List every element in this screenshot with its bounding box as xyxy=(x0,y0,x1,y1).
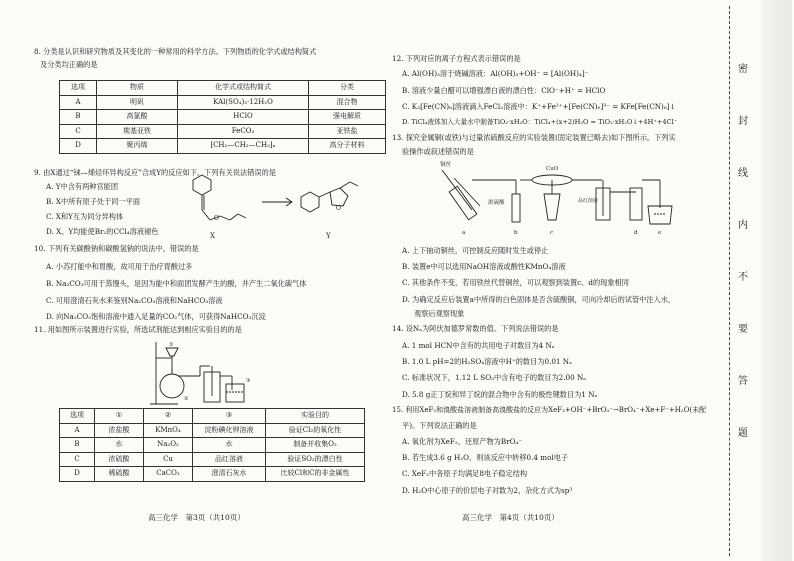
seal-dashed-line xyxy=(729,6,730,556)
q14-stem: 14. 设Nₐ为阿伏加德罗常数的值。下列说法错误的是 xyxy=(392,324,559,333)
table-header-cell: ② xyxy=(144,409,193,424)
seal-char: 要 xyxy=(738,324,748,335)
table-cell: Cu xyxy=(144,452,193,467)
seal-char: 不 xyxy=(738,272,748,283)
q14-option-c: C. 标准状况下，1.12 L SO₃中含有电子的数目为2.00 Nₐ xyxy=(402,373,587,382)
table-header-cell: ① xyxy=(95,409,144,424)
page-edge xyxy=(762,0,792,561)
table-cell: CaCO₃ xyxy=(144,467,193,482)
fig-label-c: c xyxy=(550,230,554,236)
fig-label-a: a xyxy=(462,230,466,236)
table-cell: D xyxy=(60,467,95,482)
q8-stem-line2: 及分类均正确的是 xyxy=(40,60,98,69)
q15-stem-line2: 平)。下列说法正确的是 xyxy=(402,421,477,430)
table-row xyxy=(60,124,386,139)
table-cell: 混合物 xyxy=(309,95,386,110)
seal-char: 内 xyxy=(738,220,748,231)
table-cell: ⁅CH₂—CH₂—CH₂⁆ₙ xyxy=(178,139,309,154)
table-row xyxy=(60,452,365,467)
table-header-row xyxy=(60,409,365,424)
footer-left: 高三化学 第3页（共10页） xyxy=(148,513,245,522)
table-row xyxy=(60,438,365,453)
fig-label-pinhong: 品红溶液 xyxy=(578,198,599,204)
fig-label-d: d xyxy=(634,230,638,236)
table-cell: FeCO₃ xyxy=(178,124,309,139)
seal-char: 答 xyxy=(738,376,748,387)
q13-option-a: A. 上下抽动铜丝，可控制反应随时发生或停止 xyxy=(402,246,549,255)
table-cell: 水 xyxy=(95,438,144,453)
table-header-cell: 分类 xyxy=(309,81,386,96)
table-cell: C xyxy=(60,124,97,139)
right-page xyxy=(392,0,730,561)
table-cell: KMnO₄ xyxy=(144,423,193,438)
table-cell: 稀硫酸 xyxy=(95,467,144,482)
q15-stem-line1: 15. 利用XeF₂和溴酸盐溶液制备高溴酸盐的反应为XeF₂+OH⁻+BrO₃⁻→BrO₄⁻+Xe+F⁻+H₂O(未配 xyxy=(392,406,707,414)
q10-option-a: A. 小苏打能中和胃酸，故可用于治疗胃酸过多 xyxy=(46,262,193,271)
table-cell: Na₂O₂ xyxy=(144,438,193,453)
q12-option-d: D. TiCl₄液体加入大量水中制备TiO₂·xH₂O：TiCl₄+(x+2)H₂O = TiO₂·xH₂O↓+4H⁺+4Cl⁻ xyxy=(402,118,678,126)
q12-option-a: A. Al(OH)₃溶于烧碱溶液：Al(OH)₃+OH⁻ = [Al(OH)₄]⁻ xyxy=(402,69,589,78)
seal-char: 封 xyxy=(738,116,748,127)
q15-option-c: C. XeF₂中各原子均满足8电子稳定结构 xyxy=(402,469,528,478)
q11-apparatus-figure xyxy=(148,338,258,408)
svg-text:①: ① xyxy=(169,342,174,348)
q9-stem: 9. 由X通过“铼—烯烃环异构反应”合成Y的反应如下。下列有关说法错误的是 xyxy=(34,168,276,177)
q12-stem: 12. 下列对应的离子方程式表示错误的是 xyxy=(392,54,521,63)
q13-apparatus-figure xyxy=(432,158,692,238)
left-page xyxy=(0,0,392,561)
table-cell: A xyxy=(60,95,97,110)
q13-option-c: C. 其他条件不变，若用铁丝代替铜丝，可以观察到装置c、d的现象相同 xyxy=(402,278,629,287)
table-cell: B xyxy=(60,110,97,125)
q8-stem-line1: 8. 分类是认识和研究物质及其变化的一种常用的科学方法。下列物质的化学式或结构简式 xyxy=(34,47,317,56)
q11-stem: 11. 用如图所示装置进行实验，所选试剂能达到相应实验目的的是 xyxy=(34,325,242,334)
table-row xyxy=(60,467,365,482)
table-cell: C xyxy=(60,452,95,467)
q15-option-b: B. 若生成3.6 g H₂O，则该反应中转移0.4 mol电子 xyxy=(402,453,569,462)
q10-option-b: B. Na₂CO₃可用于蒸馒头，是因为能中和面团发酵产生的酸，并产生二氧化碳气体 xyxy=(46,279,307,288)
table-cell: KAl(SO₄)₂·12H₂O xyxy=(178,95,309,110)
table-cell: 聚丙烯 xyxy=(97,139,178,154)
table-cell: 浓盐酸 xyxy=(95,423,144,438)
q13-stem-line1: 13. 探究金属铜(或铁)与过量浓硫酸反应的实验装置(固定装置已略去)如下图所示。下列实 xyxy=(392,133,676,142)
table-cell: 高分子材料 xyxy=(309,139,386,154)
q12-option-c: C. K₃[Fe(CN)₆]溶液滴入FeCl₂溶液中：K⁺+Fe²⁺+[Fe(CN)₆]³⁻ = KFe[Fe(CN)₆]↓ xyxy=(402,102,676,111)
footer-right: 高三化学 第4页（共10页） xyxy=(462,513,559,522)
q15-option-a: A. 氧化剂为XeF₂，还原产物为BrO₄⁻ xyxy=(402,437,523,446)
q9-option-a: A. Y中含有两种官能团 xyxy=(46,182,119,191)
q10-option-c: C. 可用澄清石灰水来鉴别Na₂CO₃溶液和NaHCO₃溶液 xyxy=(46,296,223,305)
table-cell: 浓硫酸 xyxy=(95,452,144,467)
table-cell: 比较Cl和C的非金属性 xyxy=(266,467,365,482)
table-header-row xyxy=(60,81,386,96)
q11-table xyxy=(59,408,365,482)
table-cell: A xyxy=(60,423,95,438)
svg-text:②: ② xyxy=(184,396,189,402)
table-row xyxy=(60,139,386,154)
q9-option-d: D. X、Y均能使Br₂的CCl₄溶液褪色 xyxy=(46,227,159,236)
q13-option-d: D. 为确定反应后装置a中所得的白色固体是否含硫酸铜，可向冷却后的试管中注入水， xyxy=(402,295,676,304)
table-cell: 水 xyxy=(193,438,266,453)
q10-option-d: D. 向Na₂CO₃饱和溶液中通入足量的CO₂气体，可获得NaHCO₃沉淀 xyxy=(46,312,266,321)
table-cell: HClO xyxy=(178,110,309,125)
q14-option-d: D. 5.8 g正丁烷和异丁烷的混合物中含有的极性键数目为1 Nₐ xyxy=(402,390,598,399)
table-header-cell: 化学式或结构简式 xyxy=(178,81,309,96)
q9-option-c: C. X和Y互为同分异构体 xyxy=(46,212,124,221)
table-row xyxy=(60,110,386,125)
table-cell: 制备并收集O₂ xyxy=(266,438,365,453)
table-cell: D xyxy=(60,139,97,154)
fig-label-copper-wire: 铜丝 xyxy=(440,162,452,168)
fig-label-e: e xyxy=(658,230,662,236)
table-cell: 强电解质 xyxy=(309,110,386,125)
table-row xyxy=(60,95,386,110)
q13-option-d-cont: 观察后观察现象 xyxy=(414,309,465,318)
q14-option-a: A. 1 mol HCN中含有的共用电子对数目为4 Nₐ xyxy=(402,341,555,350)
seal-char: 题 xyxy=(738,428,748,439)
q15-option-d: D. H₂O中心原子的价层电子对数为2，杂化方式为sp³ xyxy=(402,486,573,495)
fig-label-b: b xyxy=(514,230,518,236)
table-header-cell: ③ xyxy=(193,409,266,424)
table-header-cell: 实验目的 xyxy=(266,409,365,424)
seal-char: 密 xyxy=(738,64,748,75)
table-cell: 亚铁盐 xyxy=(309,124,386,139)
q13-stem-line2: 验操作或叙述错误的是 xyxy=(402,147,474,156)
table-header-cell: 选项 xyxy=(60,409,95,424)
table-cell: 品红溶液 xyxy=(193,452,266,467)
table-cell: 澄清石灰水 xyxy=(193,467,266,482)
q12-option-b: B. 溶液少量白醋可以增强漂白液的漂白性：ClO⁻+H⁺ = HClO xyxy=(402,86,606,95)
fig-label-cuo: CuO xyxy=(546,166,559,172)
q9-option-b: B. X中所有原子处于同一平面 xyxy=(46,197,141,206)
table-cell: 明矾 xyxy=(97,95,178,110)
table-cell: 验证SO₂的漂白性 xyxy=(266,452,365,467)
table-cell: 淀粉碘化钾溶液 xyxy=(193,423,266,438)
table-row xyxy=(60,423,365,438)
table-cell: 验证Cl₂的氧化性 xyxy=(266,423,365,438)
label-y: Y xyxy=(326,232,331,240)
q14-option-b: B. 1.0 L pH=2的H₂SO₄溶液中H⁺的数目为0.01 Nₐ xyxy=(402,357,572,366)
fig-label-conc-sulfuric: 浓硫酸 xyxy=(488,200,505,206)
svg-text:O: O xyxy=(214,215,219,222)
table-cell: B xyxy=(60,438,95,453)
table-cell: 高氯酸 xyxy=(97,110,178,125)
q9-reaction-figure xyxy=(180,172,390,242)
q8-table xyxy=(59,80,386,154)
svg-text:③: ③ xyxy=(246,378,251,384)
q10-stem: 10. 下列有关碳酸钠和碳酸氢钠的说法中，错误的是 xyxy=(34,244,199,253)
table-header-cell: 物质 xyxy=(97,81,178,96)
svg-text:O: O xyxy=(336,205,341,212)
seal-char: 线 xyxy=(738,168,748,179)
table-cell: 羰基亚铁 xyxy=(97,124,178,139)
label-x: X xyxy=(210,232,215,240)
q13-option-b: B. 装置e中可以选用NaOH溶液或酸性KMnO₄溶液 xyxy=(402,262,566,271)
table-header-cell: 选项 xyxy=(60,81,97,96)
